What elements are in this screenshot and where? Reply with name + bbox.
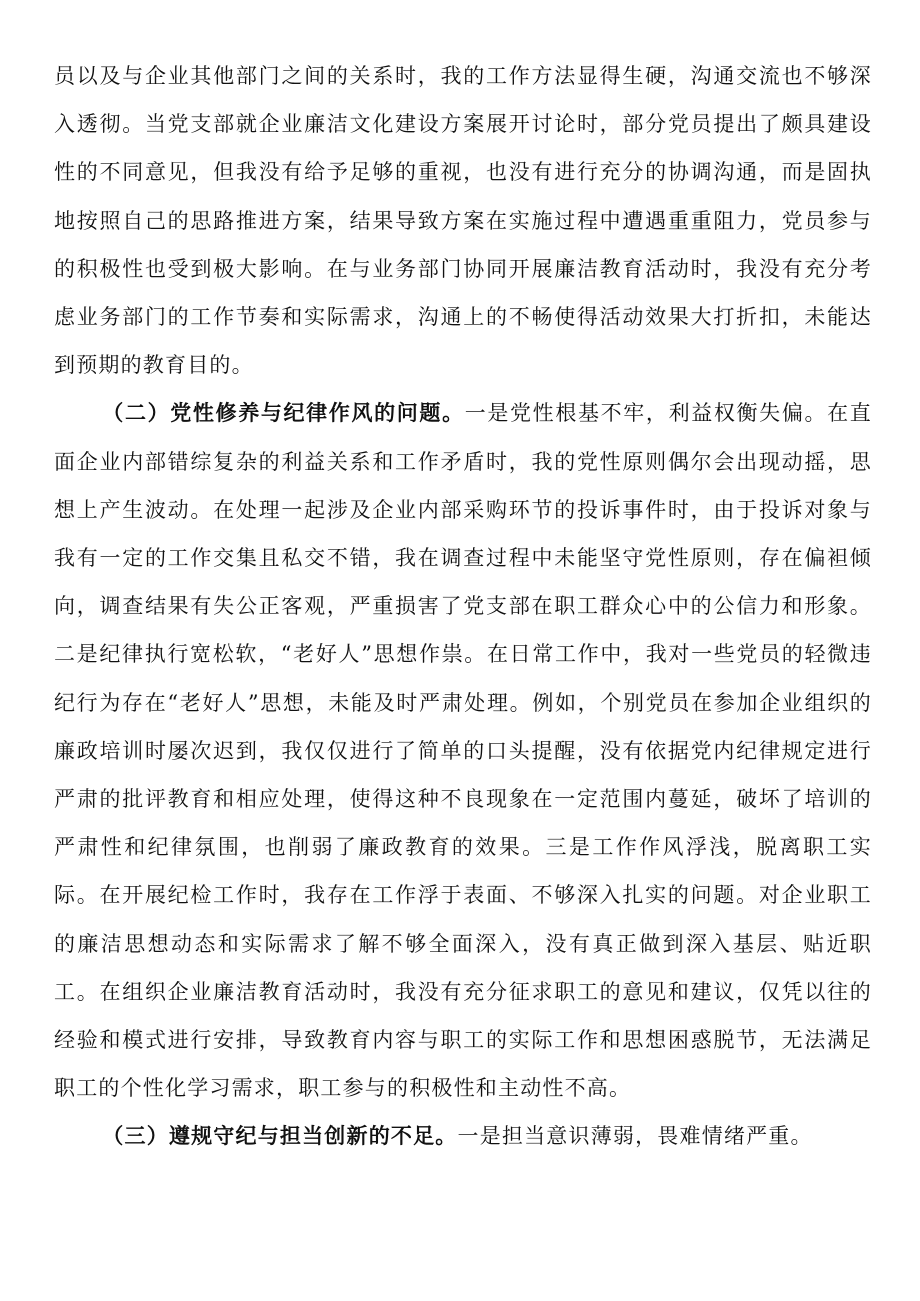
paragraph-1 (54, 52, 872, 389)
paragraph-3-text: 一是担当意识薄弱，畏难情绪严重。 (457, 1124, 813, 1149)
paragraph-1-text: 员以及与企业其他部门之间的关系时，我的工作方法显得生硬，沟通交流也不够深入透彻。当党支部就企业廉洁文化建设方案展开讨论时，部分党员提出了颇具建设性的不同意见，但我没有给予足够的重视，也没有进行充分的协调沟通，而是固执地按照自己的思路推进方案，结果导致方案在实施过程中遭遇重重阻力，党员参与的积极性也受到极大影响。在与业务部门协同开展廉洁教育活动时，我没有充分考虑业务部门的工作节奏和实际需求，沟通上的不畅使得活动效果大打折扣，未能达到预期的教育目的。 (54, 64, 872, 378)
document-page (54, 52, 872, 1161)
paragraph-2 (54, 389, 872, 1112)
paragraph-3 (54, 1112, 872, 1160)
section-heading-2: （二）党性修养与纪律作风的问题。 (102, 401, 465, 426)
section-heading-3: （三）遵规守纪与担当创新的不足。 (102, 1124, 458, 1149)
paragraph-2-text: 一是党性根基不牢，利益权衡失偏。在直面企业内部错综复杂的利益关系和工作矛盾时，我的党性原则偶尔会出现动摇，思想上产生波动。在处理一起涉及企业内部采购环节的投诉事件时，由于投诉对象与我有一定的工作交集且私交不错，我在调查过程中未能坚守党性原则，存在偏袒倾向，调查结果有失公正客观，严重损害了党支部在职工群众心中的公信力和形象。二是纪律执行宽松软，“老好人”思想作祟。在日常工作中，我对一些党员的轻微违纪行为存在“老好人”思想，未能及时严肃处理。例如，个别党员在参加企业组织的廉政培训时屡次迟到，我仅仅进行了简单的口头提醒，没有依据党内纪律规定进行严肃的批评教育和相应处理，使得这种不良现象在一定范围内蔓延，破坏了培训的严肃性和纪律氛围，也削弱了廉政教育的效果。三是工作作风浮浅，脱离职工实际。在开展纪检工作时，我存在工作浮于表面、不够深入扎实的问题。对企业职工的廉洁思想动态和实际需求了解不够全面深入，没有真正做到深入基层、贴近职工。在组织企业廉洁教育活动时，我没有充分征求职工的意见和建议，仅凭以往的经验和模式进行安排，导致教育内容与职工的实际工作和思想困惑脱节，无法满足职工的个性化学习需求，职工参与的积极性和主动性不高。 (54, 401, 872, 1101)
